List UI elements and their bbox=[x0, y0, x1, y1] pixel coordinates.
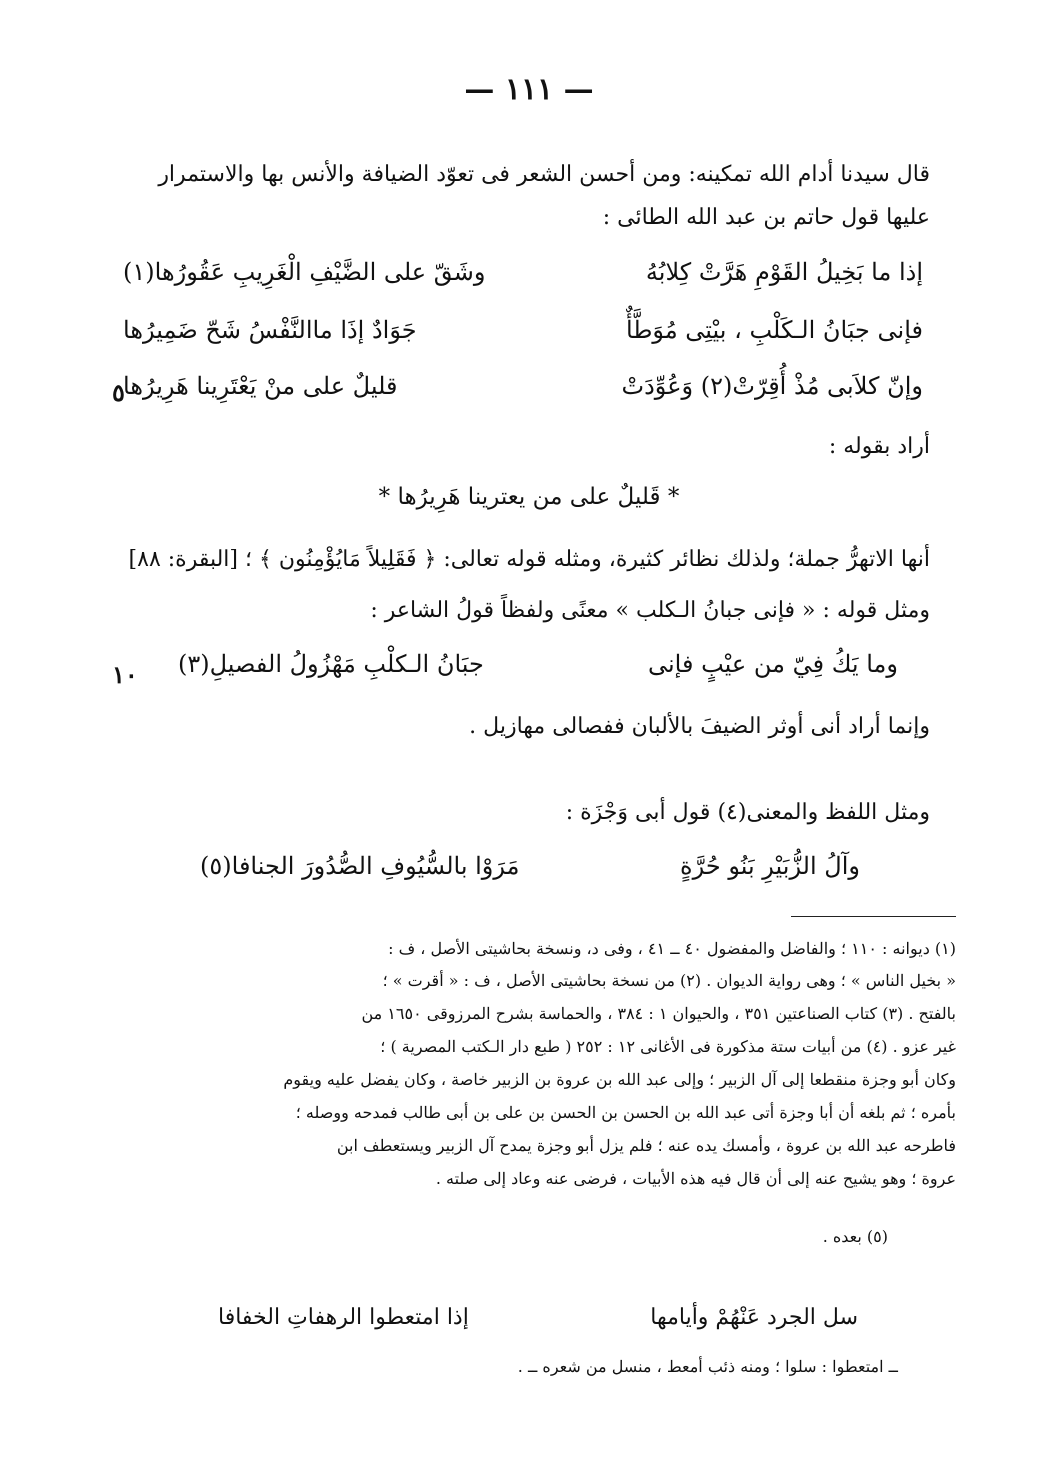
paragraph-2: ومثل قوله : « فإنى جبانُ الـكلب » معنًى ولفظاً قولُ الشاعر : bbox=[370, 598, 930, 623]
page-number: — ١١١ — bbox=[464, 72, 594, 107]
line-number-5: ٥ bbox=[112, 378, 125, 407]
paragraph-4: ومثل اللفظ والمعنى(٤) قول أبى وَجْزَة : bbox=[565, 800, 930, 825]
verse-first-hemistich: وإنّ كلاَبى مُذْ أُقِرّتْ(٢) وَعُوِّدَتْ bbox=[621, 372, 923, 400]
footnote-line: بأمره ؛ ثم بلغه أن أبا وجزة أتى عبد الله بن الحسن بن الحسن بن على بن أبى طالب فمدحه ووصله ؛ bbox=[295, 1103, 956, 1122]
verse-second-hemistich: إذا امتعطوا الرهفاتِ الخفافا bbox=[218, 1305, 469, 1330]
poem-verse-5 bbox=[200, 852, 860, 892]
intro-line-1: قال سيدنا أدام الله تمكينه: ومن أحسن الشعر فى تعوّد الضيافة والأنس بها والاستمرار bbox=[158, 162, 930, 187]
verse-first-hemistich: إذا ما بَخِيلُ القَوْمِ هَرَّتْ كِلابُهُ bbox=[645, 258, 923, 286]
quoted-hemistich: * قَليلٌ على من يعترينا هَرِيرُها * bbox=[378, 484, 680, 510]
footnote-line: (٥) بعده . bbox=[822, 1227, 888, 1246]
footnote-line: غير عزو . (٤) من أبيات ستة مذكورة فى الأغانى ١٢ : ٢٥٢ ( طبع دار الـكتب المصرية ) ؛ bbox=[380, 1037, 956, 1056]
line-number-10: ١٠ bbox=[112, 660, 138, 689]
poem-verse-1 bbox=[123, 258, 923, 298]
poem-verse-3 bbox=[123, 372, 923, 412]
poem-verse-2 bbox=[123, 316, 923, 356]
arad-line: أراد بقوله : bbox=[828, 434, 930, 459]
verse-second-hemistich: مَرَوْا بالسُّيُوفِ الصُّدُورَ الجنافا(٥) bbox=[200, 852, 520, 880]
footnote-line: عروة ؛ وهو يشيح عنه إلى أن قال فيه هذه الأبيات ، فرضى عنه وعاد إلى صلته . bbox=[435, 1169, 956, 1188]
verse-second-hemistich: قليلٌ على منْ يَعْتَرِينا هَرِيرُها bbox=[123, 372, 398, 400]
footnote-separator bbox=[791, 916, 956, 917]
verse-first-hemistich: فإنى جبَانُ الـكَلْبِ ، بيْتِى مُوَطَّأٌ bbox=[626, 316, 923, 344]
footnote-line: « بخيل الناس » ؛ وهى رواية الديوان . (٢) من نسخة بحاشيتى الأصل ، ف : « أقرت » ؛ bbox=[382, 971, 956, 990]
verse-second-hemistich: وشَقّ على الضَّيْفِ الْغَرِيبِ عَقُورُها(١) bbox=[123, 258, 486, 286]
footnote-line: بالفتح . (٣) كتاب الصناعتين ٣٥١ ، والحيوان ١ : ٣٨٤ ، والحماسة بشرح المرزوقى ١٦٥٠ من bbox=[361, 1004, 956, 1023]
footnote-verse bbox=[218, 1305, 858, 1345]
poem-verse-4 bbox=[178, 650, 898, 690]
footnote-line: وكان أبو وجزة منقطعا إلى آل الزبير ؛ وإلى عبد الله بن عروة بن الزبير خاصة ، وكان يفضل عليه ويقوم bbox=[283, 1070, 956, 1089]
footnote-gloss: ــ امتعطوا : سلوا ؛ ومنه ذئب أمعط ، منسل من شعره ــ . bbox=[517, 1357, 898, 1376]
verse-second-hemistich: جَوَادٌ إذَا ماالنَّفْسُ شَحّ ضَمِيرُها bbox=[123, 316, 417, 344]
verse-second-hemistich: جبَانُ الـكلْبِ مَهْزُولُ الفصيلِ(٣) bbox=[178, 650, 484, 678]
intro-line-2: عليها قول حاتم بن عبد الله الطائى : bbox=[602, 205, 930, 230]
verse-first-hemistich: وما يَكُ فِيّ من عيْبٍ فإنى bbox=[647, 650, 898, 678]
footnote-line: (١) ديوانه : ١١٠ ؛ والفاضل والمفضول ٤٠ ــ ٤١ ، وفى د، ونسخة بحاشيتى الأصل ، ف : bbox=[388, 939, 956, 958]
paragraph-1: أنها الاتهرُّ جملة؛ ولذلك نظائر كثيرة، ومثله قوله تعالى: ﴿ فَقَلِيلاً مَايُؤْمِنُون ﴾ ؛ [البقرة: ٨٨] bbox=[128, 547, 930, 572]
paragraph-3: وإنما أراد أنى أوثر الضيفَ بالألبان ففصالى مهازيل . bbox=[469, 714, 930, 739]
footnote-line: فاطرحه عبد الله بن عروة ، وأمسك يده عنه ؛ فلم يزل أبو وجزة يمدح آل الزبير ويستعطف ابن bbox=[336, 1136, 956, 1155]
verse-first-hemistich: سل الجرد عَنْهُمْ وأيامها bbox=[650, 1305, 858, 1330]
verse-first-hemistich: وآلُ الزُّبَيْرِ بَنُو حُرَّةٍ bbox=[680, 852, 860, 880]
